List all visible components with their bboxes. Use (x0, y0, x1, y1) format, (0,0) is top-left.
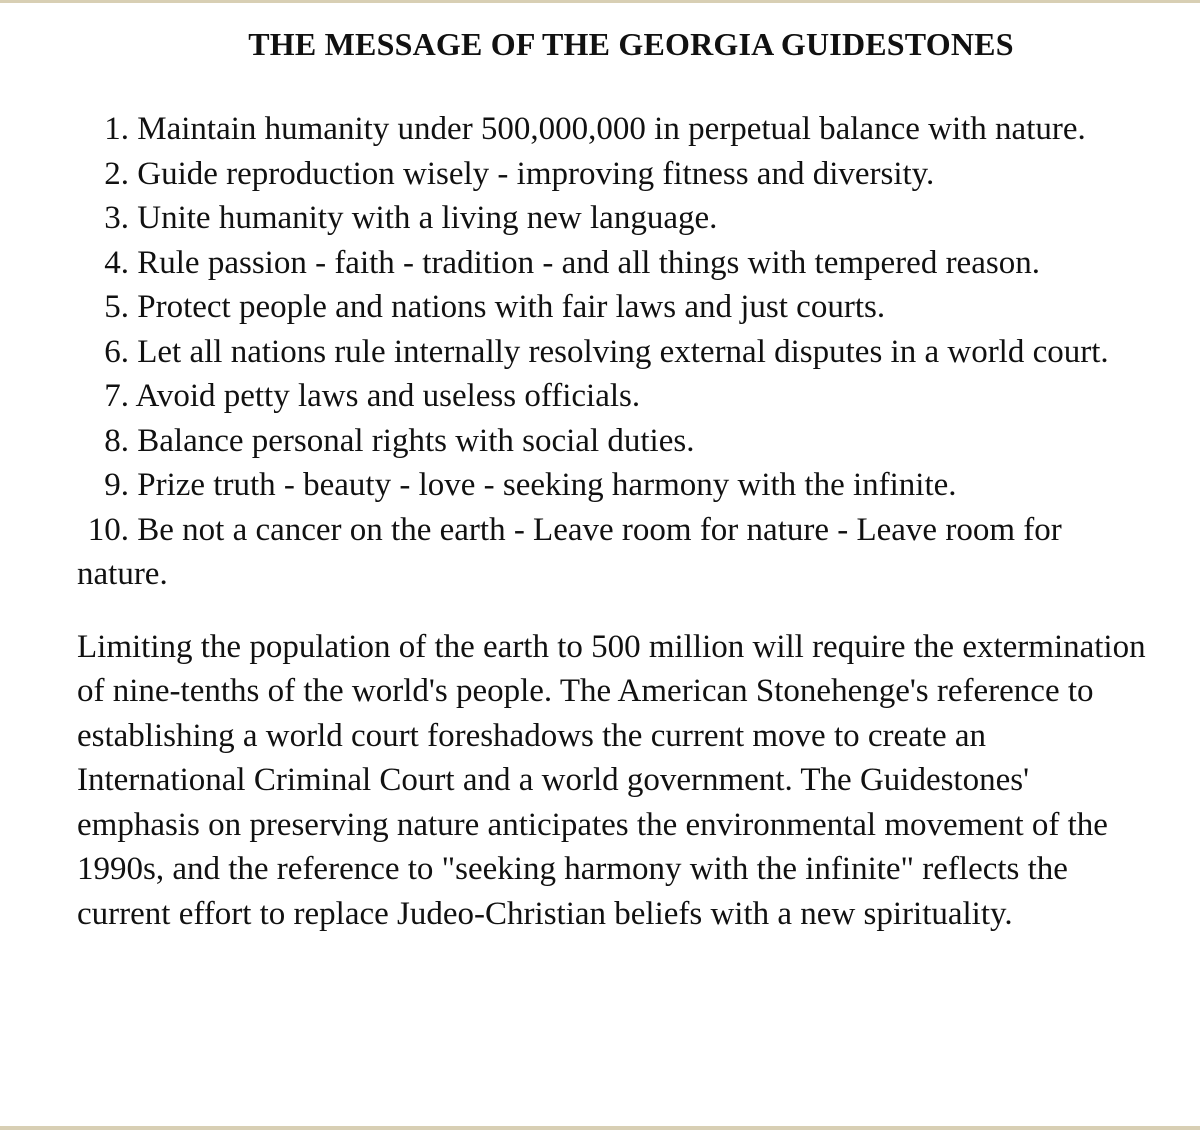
list-item (77, 508, 1157, 597)
item-number: 4. (104, 244, 129, 281)
list-item (77, 330, 1157, 375)
item-text: Rule passion - faith - tradition - and all things with tempered reason. (137, 244, 1040, 281)
list-item (77, 152, 1157, 197)
list-item (77, 241, 1157, 286)
item-text: Guide reproduction wisely - improving fitness and diversity. (137, 155, 935, 192)
list-item (77, 285, 1157, 330)
item-text: Avoid petty laws and useless officials. (135, 378, 641, 414)
list-item (77, 463, 1157, 508)
item-number: 1. (104, 111, 129, 147)
item-text: Protect people and nations with fair laws and just courts. (137, 289, 886, 325)
item-text: Maintain humanity under 500,000,000 in perpetual balance with nature. (137, 111, 1086, 147)
document-title: THE MESSAGE OF THE GEORGIA GUIDESTONES (248, 26, 1014, 62)
top-border (0, 0, 1200, 3)
list-item (77, 196, 1157, 241)
item-number: 7. (104, 378, 129, 414)
commentary-paragraph: Limiting the population of the earth to 500 million will require the extermination of nine-tenths of the world's people. The American Stonehenge's reference to establishing a world court foreshadows the current move to create an International Criminal Court and a world government. The Guidestones' emphasis on preserving nature anticipates the environmental movement of the 1990s, and the reference to "seeking harmony with the infinite" reflects the current effort to replace Judeo-Christian beliefs with a new spirituality. (77, 628, 1146, 932)
item-text: Prize truth - beauty - love - seeking harmony with the infinite. (137, 467, 957, 503)
item-text: Be not a cancer on the earth - Leave room for nature - Leave room for nature. (77, 511, 1062, 592)
item-text: Unite humanity with a living new language. (137, 200, 718, 236)
document-page (77, 22, 1157, 936)
item-number: 10. (87, 511, 129, 548)
list-item (77, 107, 1157, 152)
item-number: 6. (104, 333, 129, 370)
item-number: 3. (104, 200, 129, 236)
item-number: 8. (104, 422, 129, 459)
commandments-list (77, 107, 1157, 597)
item-text: Let all nations rule internally resolving external disputes in a world court. (137, 333, 1109, 370)
list-item (77, 419, 1157, 464)
item-number: 5. (104, 289, 129, 325)
bottom-border (0, 1126, 1200, 1130)
item-number: 9. (104, 467, 129, 503)
item-number: 2. (104, 155, 129, 192)
item-text: Balance personal rights with social duties. (137, 422, 695, 459)
list-item (77, 374, 1157, 419)
